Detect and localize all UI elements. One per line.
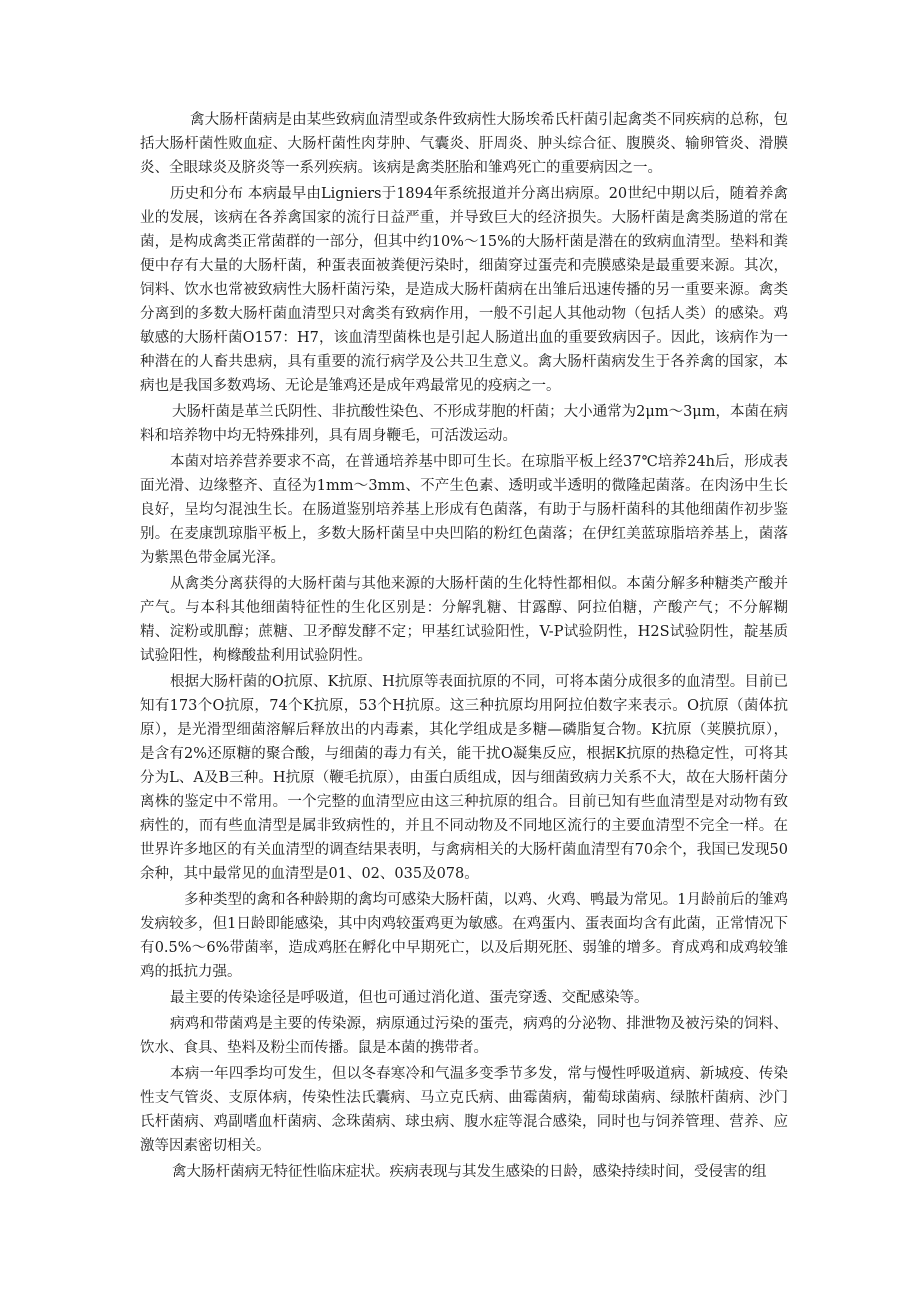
- paragraph-susceptibility: 多种类型的禽和各种龄期的禽均可感染大肠杆菌，以鸡、火鸡、鸭最为常见。1月龄前后的雏鸡发病较多，但1日龄即能感染，其中肉鸡较蛋鸡更为敏感。在鸡蛋内、蛋表面均含有此菌，正常情况下有0.5%～6%带菌率，造成鸡胚在孵化中早期死亡，以及后期死胚、弱雏的增多。育成鸡和成鸡较雏鸡的抵抗力强。: [140, 892, 788, 980]
- document-body: [140, 108, 788, 1186]
- paragraph-culture: 本菌对培养营养要求不高，在普通培养基中即可生长。在琼脂平板上经37℃培养24h后，形成表面光滑、边缘整齐、直径为1mm～3mm、不产生色素、透明或半透明的微隆起菌落。在肉汤中生长良好，呈均匀混浊生长。在肠道鉴别培养基上形成有色菌落，有助于与肠杆菌科的其他细菌作初步鉴别。在麦康凯琼脂平板上，多数大肠杆菌呈中央凹陷的粉红色菌落；在伊红美蓝琼脂培养基上，菌落为紫黑色带金属光泽。: [140, 454, 788, 566]
- paragraph-morphology: 大肠杆菌是革兰氏阴性、非抗酸性染色、不形成芽胞的杆菌；大小通常为2μm～3μm，本菌在病料和培养物中均无特殊排列，具有周身鞭毛，可活泼运动。: [140, 404, 788, 444]
- paragraph-history: 历史和分布 本病最早由Ligniers于1894年系统报道并分离出病原。20世纪中期以后，随着养禽业的发展，该病在各养禽国家的流行日益严重，并导致巨大的经济损失。大肠杆菌是禽类肠道的常在菌，是构成禽类正常菌群的一部分，但其中约10%～15%的大肠杆菌是潜在的致病血清型。垫料和粪便中存有大量的大肠杆菌，种蛋表面被粪便污染时，细菌穿过蛋壳和壳膜感染是最重要来源。其次，饲料、饮水也常被致病性大肠杆菌污染，是造成大肠杆菌病在出雏后迅速传播的另一重要来源。禽类分离到的多数大肠杆菌血清型只对禽类有致病作用，一般不引起人其他动物（包括人类）的感染。鸡敏感的大肠杆菌O157：H7，该血清型菌株也是引起人肠道出血的重要致病因子。因此，该病作为一种潜在的人畜共患病，具有重要的流行病学及公共卫生意义。禽大肠杆菌病发生于各养禽的国家，本病也是我国多数鸡场、无论是雏鸡还是成年鸡最常见的疫病之一。: [140, 186, 788, 394]
- paragraph-seasonality: 本病一年四季均可发生，但以冬春寒冷和气温多变季节多发，常与慢性呼吸道病、新城疫、传染性支气管炎、支原体病，传染性法氏囊病、马立克氏病、曲霉菌病，葡萄球菌病、绿脓杆菌病、沙门氏杆菌病、鸡副嗜血杆菌病、念珠菌病、球虫病、腹水症等混合感染，同时也与饲养管理、营养、应激等因素密切相关。: [140, 1066, 788, 1154]
- paragraph-infection-source: 病鸡和带菌鸡是主要的传染源，病原通过污染的蛋壳，病鸡的分泌物、排泄物及被污染的饲料、饮水、食具、垫料及粉尘而传播。鼠是本菌的携带者。: [140, 1016, 788, 1056]
- paragraph-biochemistry: 从禽类分离获得的大肠杆菌与其他来源的大肠杆菌的生化特性都相似。本菌分解多种糖类产酸并产气。与本科其他细菌特征性的生化区别是：分解乳糖、甘露醇、阿拉伯糖，产酸产气；不分解糊精、淀粉或肌醇；蔗糖、卫矛醇发酵不定；甲基红试验阳性，V-P试验阴性，H2S试验阴性，靛基质试验阳性，枸橼酸盐利用试验阴性。: [140, 576, 788, 664]
- paragraph-transmission-route: 最主要的传染途径是呼吸道，但也可通过消化道、蛋壳穿透、交配感染等。: [170, 990, 649, 1006]
- paragraph-symptoms: 禽大肠杆菌病无特征性临床症状。疾病表现与其发生感染的日龄，感染持续时间，受侵害的组: [172, 1164, 767, 1180]
- paragraph-intro: 禽大肠杆菌病是由某些致病血清型或条件致病性大肠埃希氏杆菌引起禽类不同疾病的总称，包括大肠杆菌性败血症、大肠杆菌性肉芽肿、气囊炎、肝周炎、肿头综合征、腹膜炎、输卵管炎、滑膜炎、全眼球炎及脐炎等一系列疾病。该病是禽类胚胎和雏鸡死亡的重要病因之一。: [140, 112, 788, 176]
- paragraph-serotypes: 根据大肠杆菌的O抗原、K抗原、H抗原等表面抗原的不同，可将本菌分成很多的血清型。目前已知有173个O抗原，74个K抗原，53个H抗原。这三种抗原均用阿拉伯数字来表示。O抗原（菌体抗原），是光滑型细菌溶解后释放出的内毒素，其化学组成是多糖—磷脂复合物。K抗原（荚膜抗原），是含有2%还原糖的聚合酸，与细菌的毒力有关，能干扰O凝集反应，根据K抗原的热稳定性，可将其分为L、A及B三种。H抗原（鞭毛抗原），由蛋白质组成，因与细菌致病力关系不大，故在大肠杆菌分离株的鉴定中不常用。一个完整的血清型应由这三种抗原的组合。目前已知有些血清型是对动物有致病性的，而有些血清型是属非致病性的，并且不同动物及不同地区流行的主要血清型不完全一样。在世界许多地区的有关血清型的调查结果表明，与禽病相关的大肠杆菌血清型有70余个，我国已发现50余种，其中最常见的血清型是01、02、035及078。: [140, 674, 788, 882]
